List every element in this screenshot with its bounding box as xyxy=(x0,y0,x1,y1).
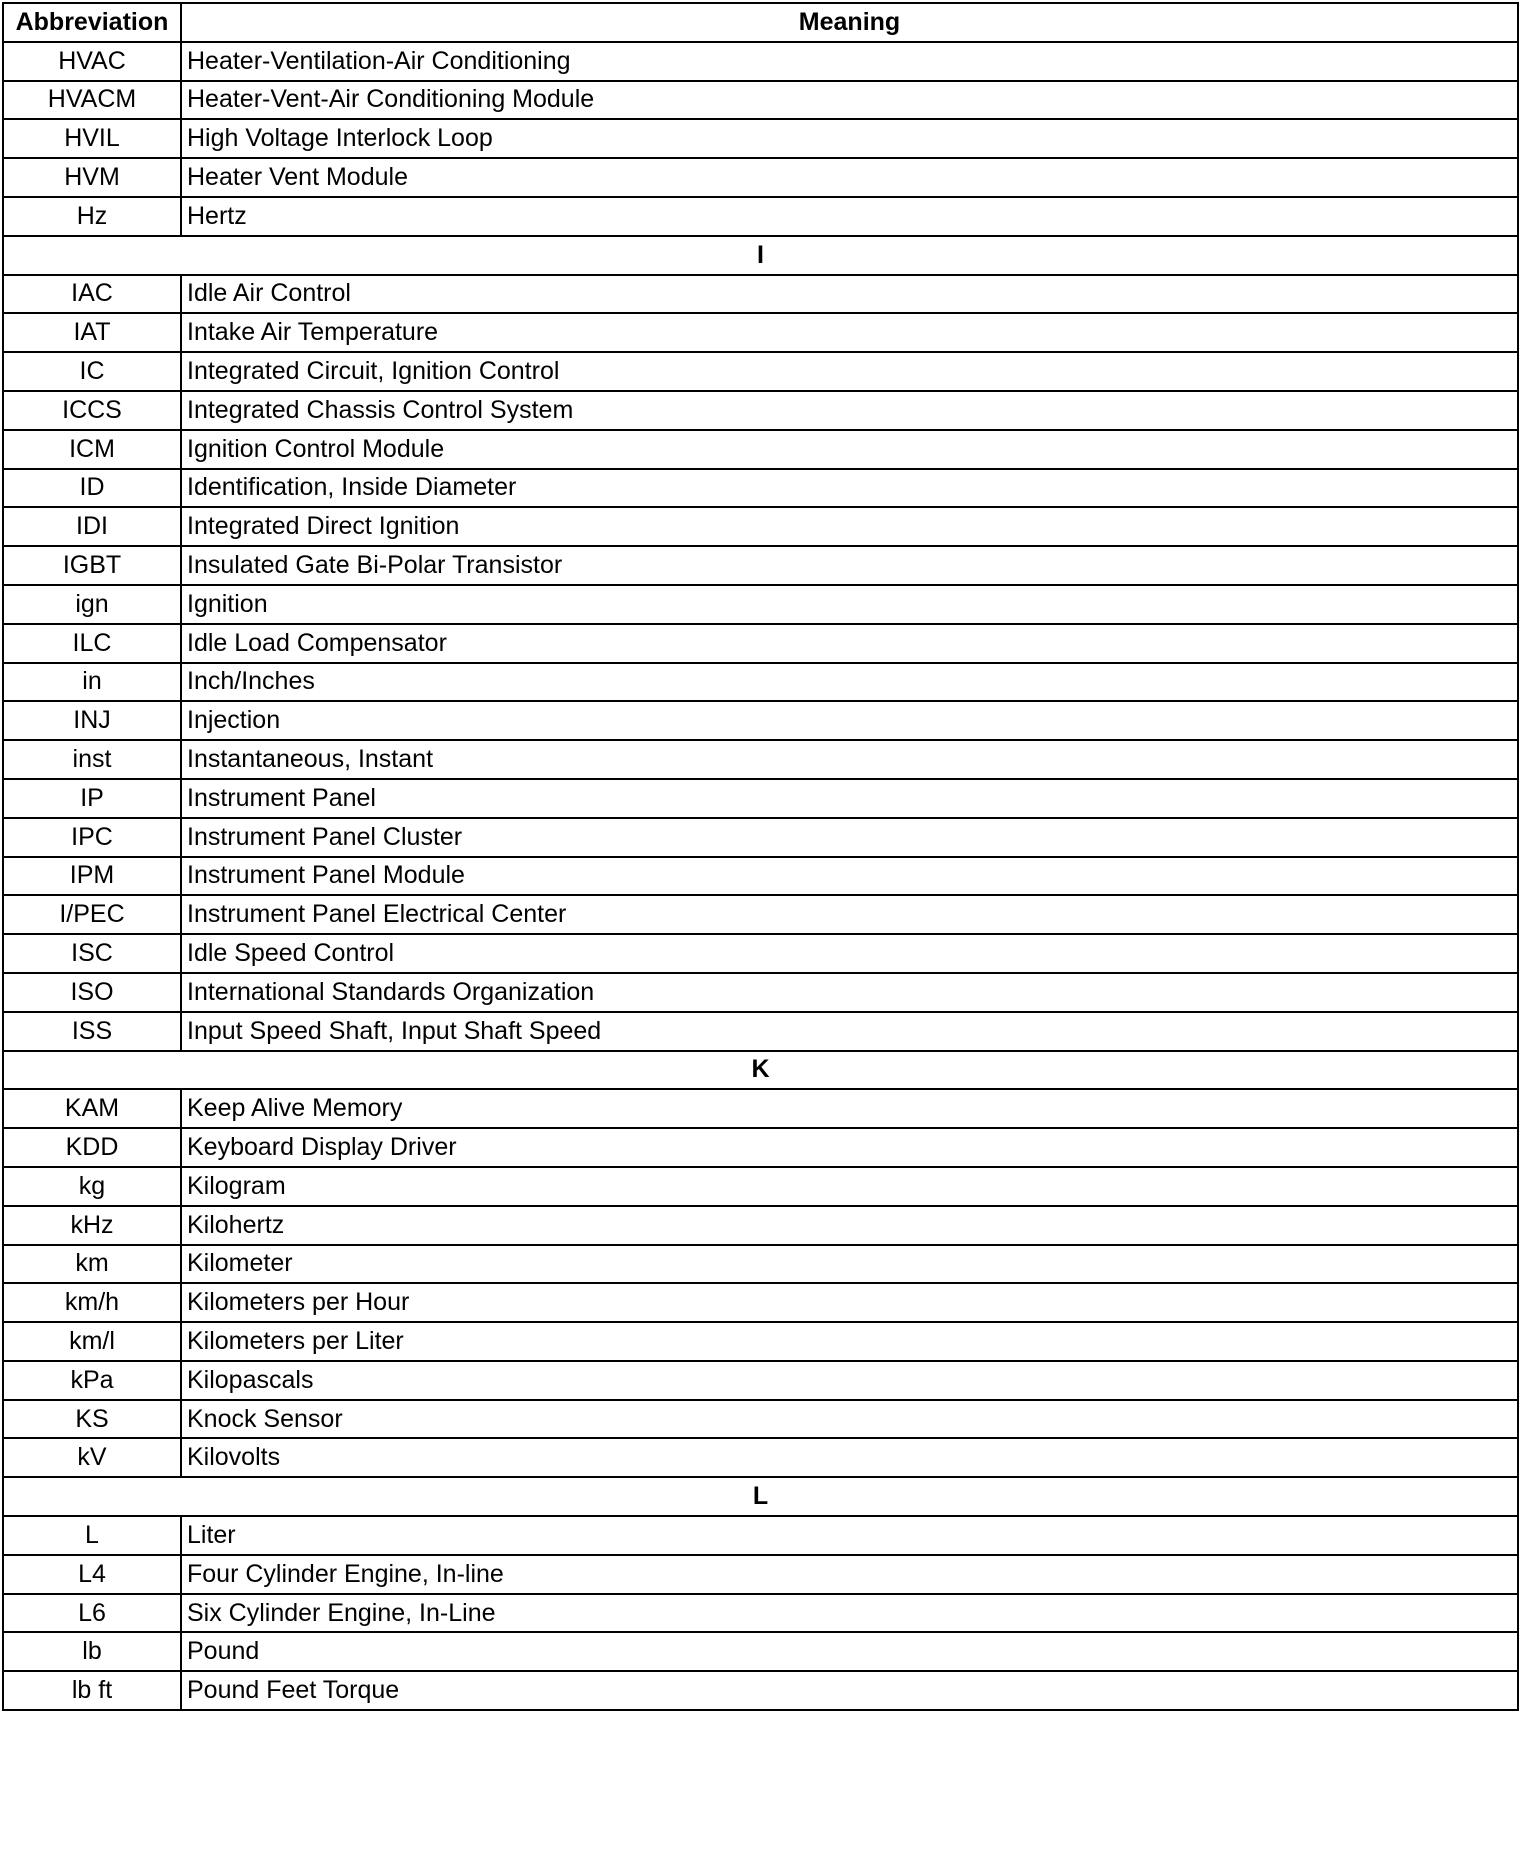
table-row xyxy=(3,818,1518,857)
meaning-cell: Heater Vent Module xyxy=(181,158,1518,197)
meaning-cell: Instrument Panel Module xyxy=(181,857,1518,896)
abbreviation-cell: HVM xyxy=(3,158,181,197)
abbreviation-cell: ign xyxy=(3,585,181,624)
table-row xyxy=(3,1555,1518,1594)
table-row xyxy=(3,663,1518,702)
table-row xyxy=(3,1167,1518,1206)
column-header-abbreviation: Abbreviation xyxy=(3,3,181,42)
meaning-cell: Keep Alive Memory xyxy=(181,1089,1518,1128)
abbreviation-cell: HVAC xyxy=(3,42,181,81)
abbreviation-cell: ID xyxy=(3,469,181,508)
table-row xyxy=(3,507,1518,546)
meaning-cell: Kilohertz xyxy=(181,1206,1518,1245)
meaning-cell: Intake Air Temperature xyxy=(181,313,1518,352)
abbreviation-cell: Hz xyxy=(3,197,181,236)
abbreviation-cell: in xyxy=(3,663,181,702)
meaning-cell: Integrated Chassis Control System xyxy=(181,391,1518,430)
table-row xyxy=(3,934,1518,973)
table-header-row xyxy=(3,3,1518,42)
table-row xyxy=(3,469,1518,508)
table-row xyxy=(3,701,1518,740)
abbreviation-cell: km/h xyxy=(3,1283,181,1322)
abbreviation-cell: kg xyxy=(3,1167,181,1206)
table-row xyxy=(3,1516,1518,1555)
table-row xyxy=(3,973,1518,1012)
section-letter: I xyxy=(3,236,1518,275)
table-row xyxy=(3,624,1518,663)
meaning-cell: Instrument Panel xyxy=(181,779,1518,818)
abbreviation-cell: IGBT xyxy=(3,546,181,585)
section-letter: L xyxy=(3,1477,1518,1516)
table-row xyxy=(3,895,1518,934)
meaning-cell: Kilogram xyxy=(181,1167,1518,1206)
meaning-cell: Six Cylinder Engine, In-Line xyxy=(181,1594,1518,1633)
abbreviation-cell: KDD xyxy=(3,1128,181,1167)
abbreviation-cell: ISS xyxy=(3,1012,181,1051)
abbreviation-cell: IPC xyxy=(3,818,181,857)
table-row xyxy=(3,81,1518,120)
column-header-meaning: Meaning xyxy=(181,3,1518,42)
abbreviation-cell: inst xyxy=(3,740,181,779)
table-row xyxy=(3,391,1518,430)
abbreviation-cell: IAT xyxy=(3,313,181,352)
table-row xyxy=(3,1594,1518,1633)
abbreviation-table xyxy=(2,2,1519,1711)
abbreviation-cell: IAC xyxy=(3,275,181,314)
meaning-cell: Kilovolts xyxy=(181,1438,1518,1477)
table-row xyxy=(3,585,1518,624)
meaning-cell: Instrument Panel Electrical Center xyxy=(181,895,1518,934)
table-row xyxy=(3,857,1518,896)
abbreviation-cell: IC xyxy=(3,352,181,391)
table-row xyxy=(3,1400,1518,1439)
table-row xyxy=(3,740,1518,779)
abbreviation-cell: kPa xyxy=(3,1361,181,1400)
abbreviation-cell: lb ft xyxy=(3,1671,181,1710)
abbreviation-cell: km/l xyxy=(3,1322,181,1361)
meaning-cell: Integrated Direct Ignition xyxy=(181,507,1518,546)
meaning-cell: Knock Sensor xyxy=(181,1400,1518,1439)
meaning-cell: Pound Feet Torque xyxy=(181,1671,1518,1710)
abbreviation-cell: I/PEC xyxy=(3,895,181,934)
abbreviation-cell: INJ xyxy=(3,701,181,740)
meaning-cell: Idle Speed Control xyxy=(181,934,1518,973)
table-row xyxy=(3,1089,1518,1128)
table-row xyxy=(3,313,1518,352)
meaning-cell: Heater-Vent-Air Conditioning Module xyxy=(181,81,1518,120)
abbreviation-cell: ICCS xyxy=(3,391,181,430)
meaning-cell: Insulated Gate Bi-Polar Transistor xyxy=(181,546,1518,585)
meaning-cell: Input Speed Shaft, Input Shaft Speed xyxy=(181,1012,1518,1051)
meaning-cell: Ignition xyxy=(181,585,1518,624)
table-row xyxy=(3,1632,1518,1671)
abbreviation-cell: L xyxy=(3,1516,181,1555)
abbreviation-cell: ISO xyxy=(3,973,181,1012)
meaning-cell: Kilopascals xyxy=(181,1361,1518,1400)
abbreviation-cell: kV xyxy=(3,1438,181,1477)
table-row xyxy=(3,158,1518,197)
abbreviation-cell: L6 xyxy=(3,1594,181,1633)
table-body xyxy=(3,42,1518,1710)
table-row xyxy=(3,119,1518,158)
meaning-cell: High Voltage Interlock Loop xyxy=(181,119,1518,158)
abbreviation-cell: IPM xyxy=(3,857,181,896)
meaning-cell: Pound xyxy=(181,1632,1518,1671)
table-row xyxy=(3,430,1518,469)
table-row xyxy=(3,1322,1518,1361)
table-row xyxy=(3,1438,1518,1477)
meaning-cell: Instantaneous, Instant xyxy=(181,740,1518,779)
abbreviation-cell: ISC xyxy=(3,934,181,973)
meaning-cell: Four Cylinder Engine, In-line xyxy=(181,1555,1518,1594)
meaning-cell: Identification, Inside Diameter xyxy=(181,469,1518,508)
meaning-cell: Keyboard Display Driver xyxy=(181,1128,1518,1167)
abbreviation-cell: KAM xyxy=(3,1089,181,1128)
meaning-cell: Ignition Control Module xyxy=(181,430,1518,469)
abbreviation-cell: km xyxy=(3,1245,181,1284)
abbreviation-cell: HVIL xyxy=(3,119,181,158)
meaning-cell: Hertz xyxy=(181,197,1518,236)
meaning-cell: Inch/Inches xyxy=(181,663,1518,702)
table-row xyxy=(3,1245,1518,1284)
table-row xyxy=(3,546,1518,585)
table-row xyxy=(3,352,1518,391)
meaning-cell: Heater-Ventilation-Air Conditioning xyxy=(181,42,1518,81)
table-row xyxy=(3,1128,1518,1167)
abbreviation-cell: L4 xyxy=(3,1555,181,1594)
meaning-cell: Injection xyxy=(181,701,1518,740)
table-row xyxy=(3,42,1518,81)
table-row xyxy=(3,1283,1518,1322)
abbreviation-cell: HVACM xyxy=(3,81,181,120)
abbreviation-cell: IDI xyxy=(3,507,181,546)
meaning-cell: Instrument Panel Cluster xyxy=(181,818,1518,857)
abbreviation-cell: ILC xyxy=(3,624,181,663)
meaning-cell: International Standards Organization xyxy=(181,973,1518,1012)
section-letter: K xyxy=(3,1051,1518,1090)
meaning-cell: Kilometers per Hour xyxy=(181,1283,1518,1322)
meaning-cell: Kilometer xyxy=(181,1245,1518,1284)
table-row xyxy=(3,1361,1518,1400)
abbreviation-cell: ICM xyxy=(3,430,181,469)
table-row xyxy=(3,1206,1518,1245)
table-row xyxy=(3,1012,1518,1051)
table-row xyxy=(3,275,1518,314)
meaning-cell: Liter xyxy=(181,1516,1518,1555)
abbreviation-cell: KS xyxy=(3,1400,181,1439)
abbreviation-cell: IP xyxy=(3,779,181,818)
section-header-row xyxy=(3,1051,1518,1090)
section-header-row xyxy=(3,1477,1518,1516)
section-header-row xyxy=(3,236,1518,275)
table-row xyxy=(3,1671,1518,1710)
abbreviation-cell: kHz xyxy=(3,1206,181,1245)
table-row xyxy=(3,197,1518,236)
meaning-cell: Idle Air Control xyxy=(181,275,1518,314)
meaning-cell: Idle Load Compensator xyxy=(181,624,1518,663)
meaning-cell: Integrated Circuit, Ignition Control xyxy=(181,352,1518,391)
table-row xyxy=(3,779,1518,818)
meaning-cell: Kilometers per Liter xyxy=(181,1322,1518,1361)
abbreviation-cell: lb xyxy=(3,1632,181,1671)
